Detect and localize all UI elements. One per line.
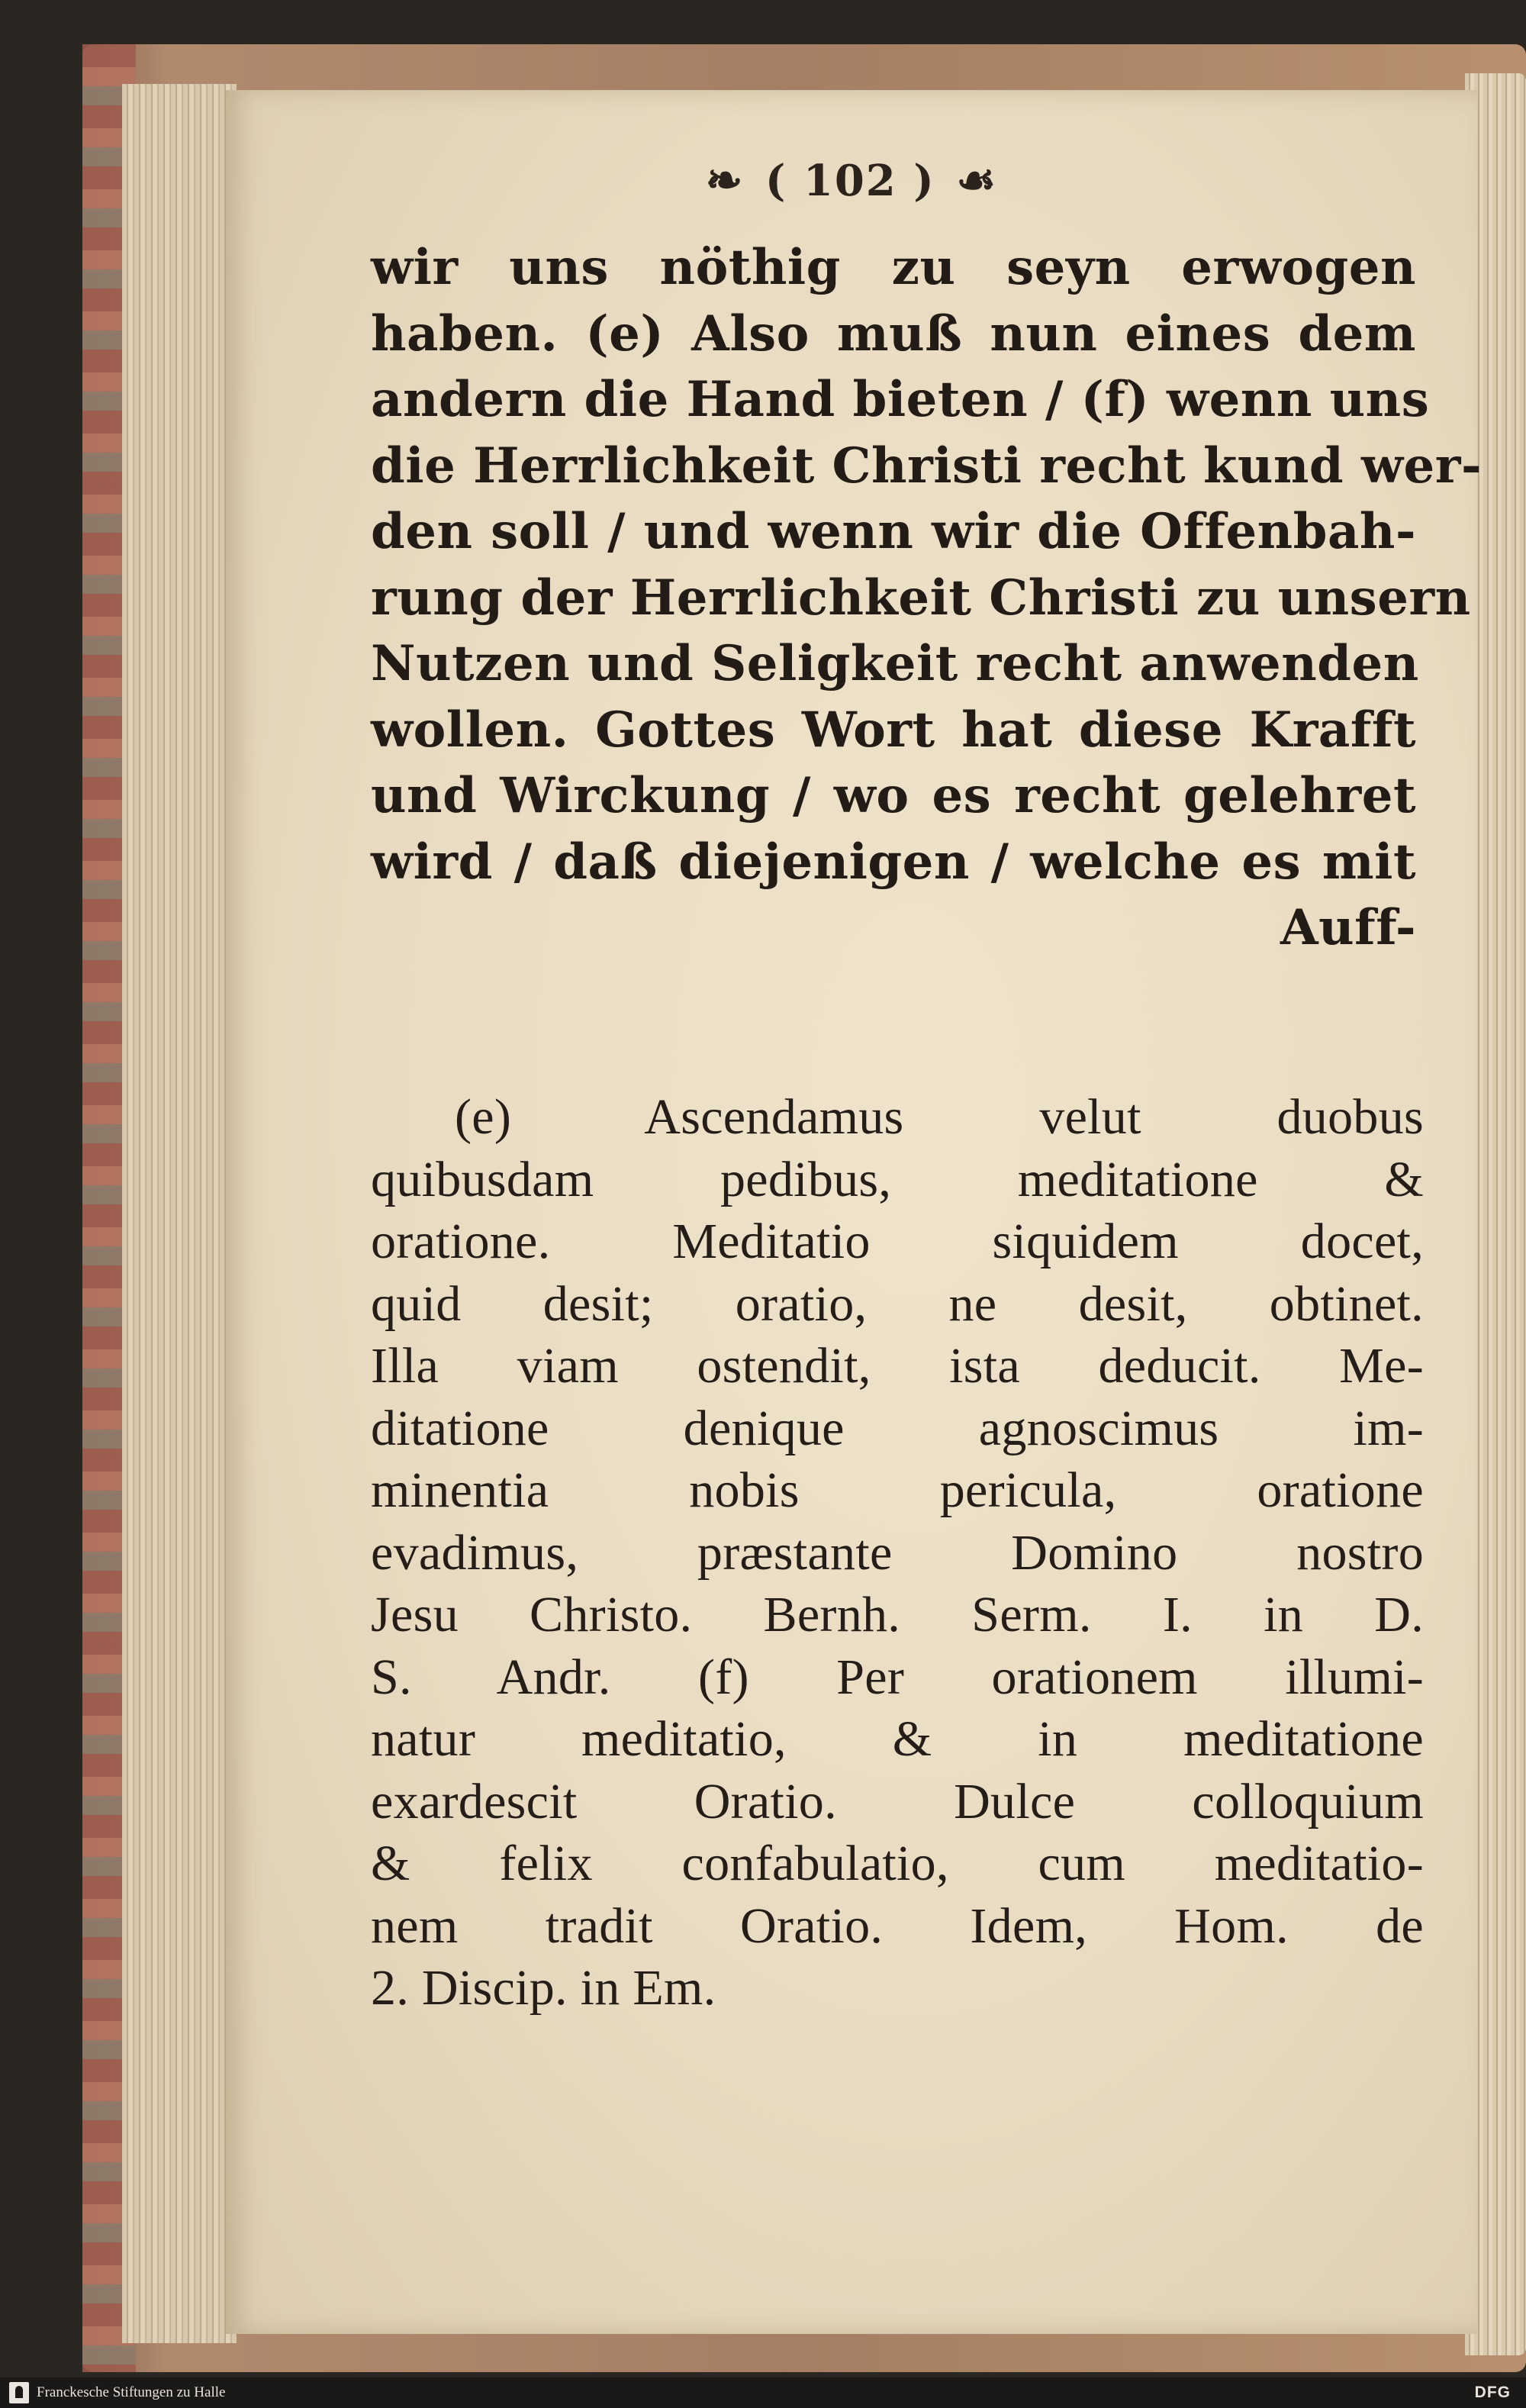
footnote-line: 2. Discip. in Em.	[371, 1960, 716, 2016]
footnote-line: exardescit Oratio. Dulce colloquium	[371, 1773, 1424, 1829]
text-line: wird / daß diejenigen / welche es mit	[371, 833, 1416, 891]
footnote-line: S. Andr. (f) Per orationem illumi-	[371, 1649, 1424, 1705]
text-line: wollen. Gottes Wort hat diese Krafft	[371, 701, 1416, 759]
page-number: ( 102 )	[765, 156, 935, 206]
footnote-line: minentia nobis pericula, oratione	[371, 1462, 1424, 1518]
footnote-line: ditatione denique agnoscimus im-	[371, 1400, 1424, 1456]
ornament-right-icon: ☙	[956, 154, 998, 206]
footnote-line: & felix confabulatio, cum meditatio-	[371, 1836, 1424, 1891]
footnote-line: quibusdam pedibus, meditatione &	[371, 1151, 1424, 1207]
footnote-line: nem tradit Oratio. Idem, Hom. de	[371, 1897, 1424, 1954]
page-edges-left	[122, 84, 237, 2343]
footnote-line: oratione. Meditatio siquidem docet,	[371, 1214, 1424, 1269]
text-line: und Wirckung / wo es recht gelehret	[371, 767, 1416, 824]
text-line: rung der Herrlichkeit Christi zu unsern	[371, 569, 1471, 627]
footnotes	[371, 1086, 1424, 2020]
text-line: den soll / und wenn wir die Offenbah-	[371, 503, 1416, 560]
footnote-line: (e) Ascendamus velut duobus	[455, 1089, 1424, 1145]
footnote-line: quid desit; oratio, ne desit, obtinet.	[371, 1275, 1424, 1332]
text-line: Nutzen und Seligkeit recht anwenden	[371, 635, 1419, 692]
text-line: haben. (e) Also muß nun eines dem	[371, 305, 1416, 363]
catchword: Auff-	[1280, 899, 1416, 956]
text-line: wir uns nöthig zu seyn erwogen	[371, 239, 1416, 296]
ornament-left-icon: ❧	[705, 154, 745, 206]
footnote-line: Illa viam ostendit, ista deducit. Me-	[371, 1338, 1424, 1394]
footnote-line: Jesu Christo. Bernh. Serm. I. in D.	[371, 1587, 1424, 1642]
page-header	[226, 154, 1477, 206]
institution-label: Franckesche Stiftungen zu Halle	[37, 2384, 226, 2400]
footnote-line: natur meditatio, & in meditatione	[371, 1711, 1424, 1767]
main-text	[371, 235, 1483, 962]
dfg-logo: DFG	[1474, 2384, 1511, 2401]
viewer-footer	[0, 2377, 1526, 2408]
text-line: andern die Hand bieten / (f) wenn uns	[371, 371, 1430, 428]
book-page	[226, 90, 1483, 2334]
text-line: die Herrlichkeit Christi recht kund wer-	[371, 437, 1483, 495]
footnote-line: evadimus, præstante Domino nostro	[371, 1524, 1424, 1581]
institution-logo-icon	[9, 2382, 29, 2403]
